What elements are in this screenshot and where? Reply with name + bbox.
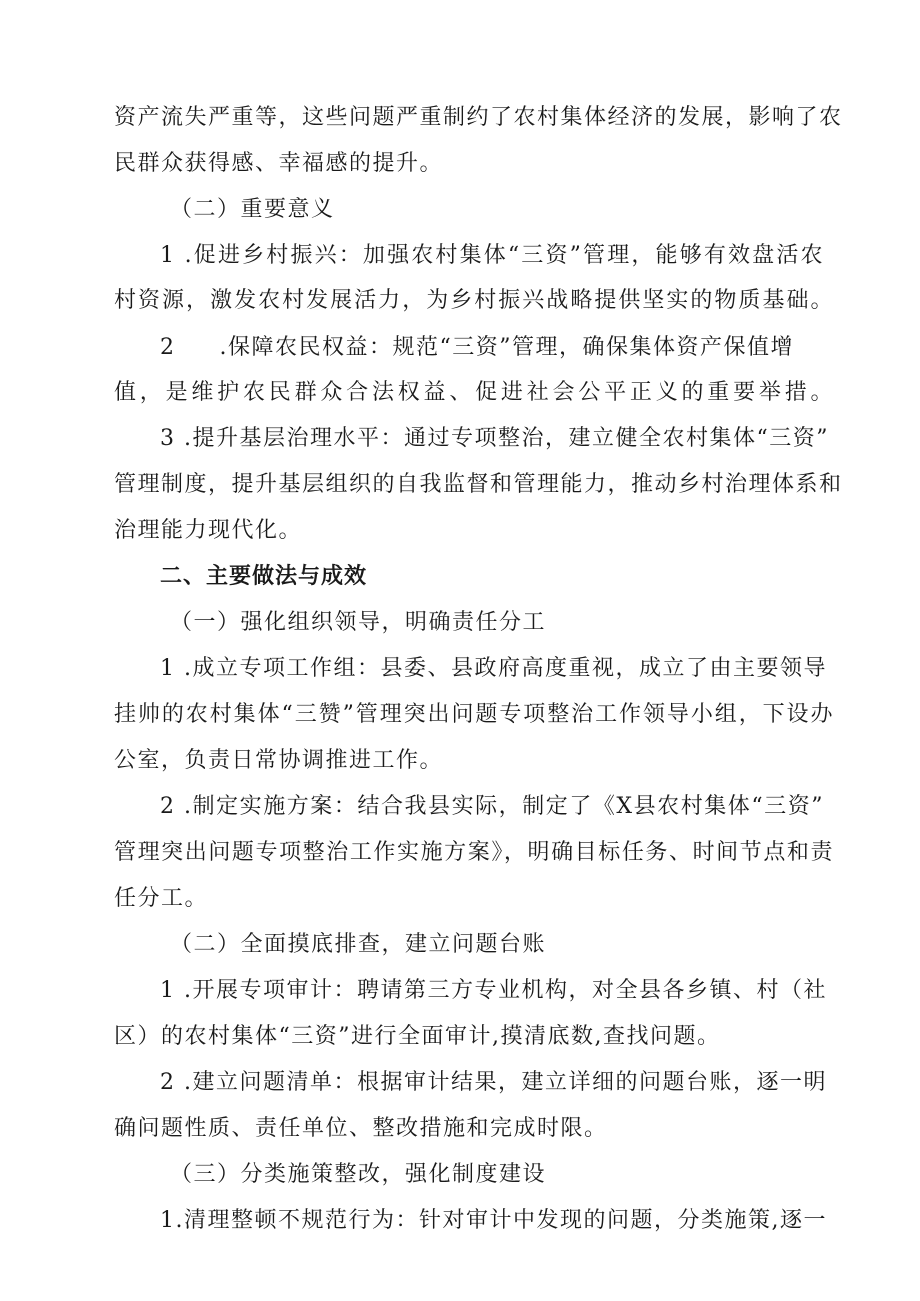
section-heading-main-practices: 二、主要做法与成效 (160, 564, 368, 589)
item-a2-line-3: 任分工。 (114, 886, 209, 911)
item-2-line-1 (160, 333, 824, 363)
subheading-rectification: （三）分类施策整改，强化制度建设 (170, 1162, 547, 1187)
subheading-organization: （一）强化组织领导，明确责任分工 (170, 610, 547, 635)
item-b2-line-2: 确问题性质、责任单位、整改措施和完成时限。 (114, 1116, 608, 1141)
item-a2-line-2: 管理突出问题专项整治工作实施方案》，明确目标任务、时间节点和责 (114, 840, 834, 865)
item-a1-line-1: 1 .成立专项工作组：县委、县政府高度重视，成立了由主要领导 (160, 656, 827, 681)
item-3-line-2: 管理制度，提升基层组织的自我监督和管理能力，推动乡村治理体系和 (114, 472, 843, 497)
item-b2-line-1: 2 .建立问题清单：根据审计结果，建立详细的问题台账，逐一明 (160, 1070, 827, 1095)
paragraph-intro-line-1: 资产流失严重等，这些问题严重制约了农村集体经济的发展，影响了农 (114, 105, 843, 130)
item-2-line-2: 值，是维护农民群众合法权益、促进社会公平正义的重要举措。 (114, 380, 834, 405)
item-3-line-3: 治理能力现代化。 (114, 518, 303, 543)
item-a1-line-2: 挂帅的农村集体“三赞”管理突出问题专项整治工作领导小组，下设办 (114, 702, 834, 727)
subheading-significance: （二）重要意义 (170, 197, 335, 222)
item-a1-line-3: 公室，负责日常协调推进工作。 (114, 748, 444, 773)
item-2-text: .保障农民权益：规范“三资”管理，确保集体资产保值增 (219, 335, 794, 360)
item-1-line-1: 1 .促进乡村振兴：加强农村集体“三资”管理，能够有效盘活农 (160, 243, 824, 268)
subheading-survey: （二）全面摸底排查，建立问题台账 (170, 932, 547, 957)
item-2-number: 2 (160, 335, 176, 360)
paragraph-intro-line-2: 民群众获得感、幸福感的提升。 (114, 151, 444, 176)
item-1-line-2: 村资源，激发农村发展活力，为乡村振兴战略提供坚实的物质基础。 (114, 288, 834, 313)
item-a2-line-1: 2 .制定实施方案：结合我县实际，制定了《X县农村集体“三资” (160, 794, 824, 819)
item-3-line-1: 3 .提升基层治理水平：通过专项整治，建立健全农村集体“三资” (160, 426, 829, 451)
item-b1-line-1: 1 .开展专项审计：聘请第三方专业机构，对全县各乡镇、村（社 (160, 978, 827, 1003)
item-b1-line-2: 区）的农村集体“三资”进行全面审计,摸清底数,查找问题。 (114, 1024, 721, 1049)
item-c1-line-1: 1.清理整顿不规范行为：针对审计中发现的问题，分类施策,逐一 (160, 1208, 827, 1233)
